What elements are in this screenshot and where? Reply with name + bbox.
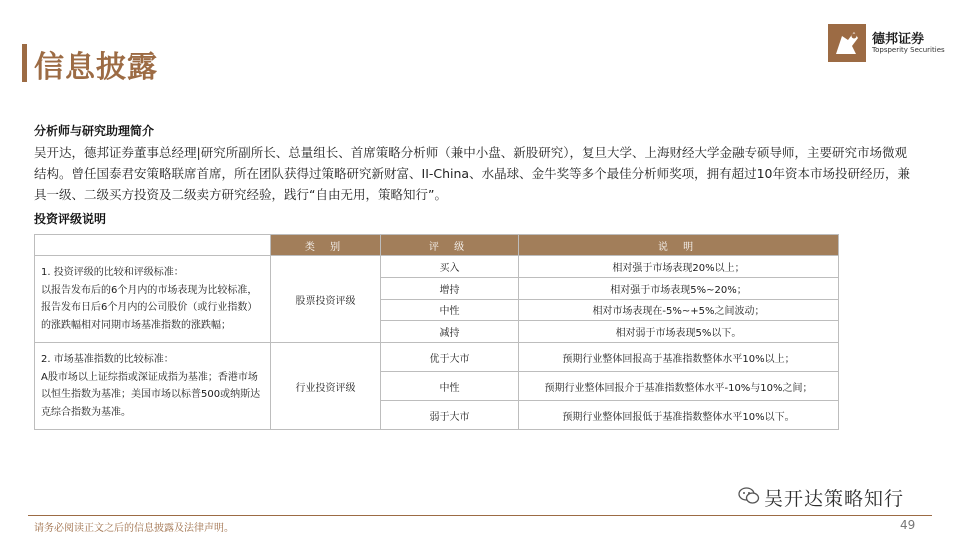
footer-divider [28, 515, 932, 516]
industry-category-cell: 行业投资评级 [271, 343, 381, 430]
desc-cell: 预期行业整体回报高于基准指数整体水平10%以上； [519, 343, 839, 372]
desc-cell: 预期行业整体回报低于基准指数整体水平10%以下。 [519, 401, 839, 430]
desc-cell: 相对弱于市场表现5%以下。 [519, 321, 839, 343]
criteria-1-title: 1. 投资评级的比较和评级标准： [41, 267, 184, 278]
grade-cell: 中性 [381, 299, 519, 321]
criteria-2-title: 2. 市场基准指数的比较标准： [41, 354, 174, 365]
wechat-icon [738, 486, 760, 506]
table-row [35, 256, 839, 278]
company-logo [828, 24, 948, 64]
desc-cell: 相对强于市场表现20%以上； [519, 256, 839, 278]
criteria-cell-1 [35, 256, 271, 343]
header-blank-cell [35, 235, 271, 256]
grade-cell: 增持 [381, 277, 519, 299]
grade-cell: 减持 [381, 321, 519, 343]
stock-category-cell: 股票投资评级 [271, 256, 381, 343]
rating-table [34, 234, 839, 430]
table-row [35, 343, 839, 372]
rating-heading: 投资评级说明 [34, 212, 107, 226]
page-title: 信息披露 [34, 50, 158, 85]
header-grade: 评 级 [381, 235, 519, 256]
criteria-1-body: 以报告发布后的6个月内的市场表现为比较标准，报告发布日后6个月内的公司股价（或行业指数）的涨跌幅相对同期市场基准指数的涨跌幅； [41, 284, 258, 331]
table-header-row [35, 235, 839, 256]
grade-cell: 弱于大市 [381, 401, 519, 430]
desc-cell: 相对市场表现在-5%~+5%之间波动； [519, 299, 839, 321]
footer-disclaimer: 请务必阅读正文之后的信息披露及法律声明。 [34, 523, 234, 534]
header-description: 说 明 [519, 235, 839, 256]
header-category: 类 别 [271, 235, 381, 256]
grade-cell: 优于大市 [381, 343, 519, 372]
grade-cell: 中性 [381, 372, 519, 401]
dragon-logo-icon [828, 24, 866, 62]
criteria-2-body: A股市场以上证综指或深证成指为基准；香港市场以恒生指数为基准；美国市场以标普500或纳斯达克综合指数为基准。 [41, 371, 261, 418]
logo-text-en: Topsperity Securities [872, 46, 945, 54]
criteria-cell-2 [35, 343, 271, 430]
analyst-heading: 分析师与研究助理简介 [34, 124, 155, 138]
page-number: 49 [900, 518, 916, 532]
wechat-watermark [738, 484, 938, 508]
title-accent-bar [22, 44, 27, 82]
desc-cell: 相对强于市场表现5%~20%； [519, 277, 839, 299]
wechat-account-name: 吴开达策略知行 [764, 488, 905, 510]
grade-cell: 买入 [381, 256, 519, 278]
logo-text-cn: 德邦证券 [872, 32, 925, 47]
analyst-bio: 吴开达，德邦证券董事总经理|研究所副所长、总量组长、首席策略分析师（兼中小盘、新股研究），复旦大学、上海财经大学金融专硕导师，主要研究市场微观结构。曾任国泰君安策略联席首席，所在团队获得过策略研究新财富、II-China、水晶球、金牛奖等多个最佳分析师奖项，拥有超过10年资本市场投研经历，兼具一级、二级买方投资及二级卖方研究经验，践行“自由无用，策略知行”。 [34, 145, 910, 202]
desc-cell: 预期行业整体回报介于基准指数整体水平-10%与10%之间； [519, 372, 839, 401]
